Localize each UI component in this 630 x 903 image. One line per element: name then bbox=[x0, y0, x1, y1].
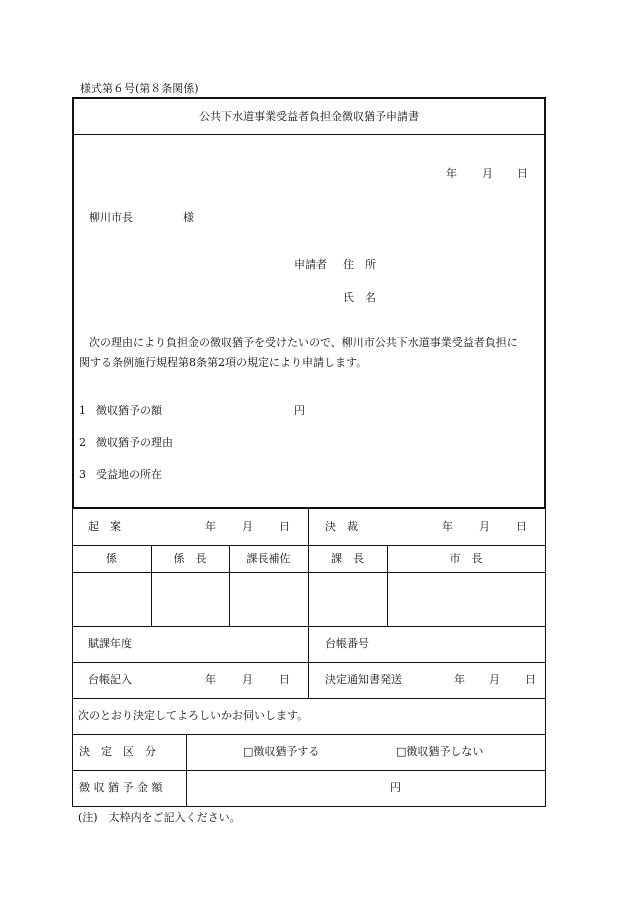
notice-sent-month: 月 bbox=[489, 673, 500, 686]
item-number: 3 bbox=[79, 468, 86, 481]
notice-sent-year: 年 bbox=[454, 673, 465, 686]
form-title: 公共下水道事業受益者負担金徴収猶予申請書 bbox=[199, 110, 419, 123]
item-number: 2 bbox=[79, 436, 86, 449]
item-number: 1 bbox=[79, 404, 86, 417]
ledger-entry-day: 日 bbox=[279, 673, 290, 686]
decision-month: 月 bbox=[479, 520, 490, 533]
stamp-header-mayor: 市 長 bbox=[449, 552, 483, 565]
item-label-land-location: 受益地の所在 bbox=[96, 468, 162, 481]
honorific: 様 bbox=[183, 211, 194, 224]
decision-category-label: 決 定 区 分 bbox=[79, 745, 156, 758]
title-divider bbox=[73, 134, 545, 135]
item-label-deferral-reason: 徴収猶予の理由 bbox=[96, 436, 173, 449]
decision-day: 日 bbox=[516, 520, 527, 533]
option-deny-deferral: □徴収猶予しない bbox=[396, 745, 484, 758]
footnote: (注) 太枠内をご記入ください。 bbox=[78, 811, 241, 824]
name-label: 氏 名 bbox=[343, 291, 376, 304]
ledger-number-label: 台帳番号 bbox=[325, 637, 369, 650]
tax-year-label: 賦課年度 bbox=[88, 637, 132, 650]
draft-day: 日 bbox=[279, 520, 290, 533]
date-day: 日 bbox=[517, 167, 528, 180]
decision-year: 年 bbox=[442, 520, 453, 533]
body-text-line2: 関する条例施行規程第8条第2項の規定により申請します。 bbox=[79, 356, 368, 369]
form-number: 様式第６号(第８条関係) bbox=[80, 82, 199, 95]
draft-label: 起 案 bbox=[88, 520, 121, 533]
deferral-amount-unit: 円 bbox=[390, 781, 401, 794]
ledger-entry-month: 月 bbox=[242, 673, 253, 686]
date-month: 月 bbox=[482, 167, 493, 180]
draft-year: 年 bbox=[205, 520, 216, 533]
ledger-entry-year: 年 bbox=[205, 673, 216, 686]
stamp-header-staff: 係 bbox=[106, 552, 117, 565]
deferral-amount-label: 徴 収 猶 予 金 額 bbox=[79, 781, 163, 794]
item-label-deferral-amount: 徴収猶予の額 bbox=[96, 404, 162, 417]
draft-month: 月 bbox=[242, 520, 253, 533]
date-year: 年 bbox=[446, 167, 457, 180]
item-unit-yen: 円 bbox=[294, 404, 305, 417]
decision-label: 決 裁 bbox=[325, 520, 358, 533]
notice-sent-label: 決定通知書発送 bbox=[325, 673, 402, 686]
addressee: 柳川市長 bbox=[89, 211, 133, 224]
applicant-label: 申請者 bbox=[294, 258, 327, 271]
stamp-header-assistant-manager: 課長補佐 bbox=[246, 552, 291, 565]
notice-sent-day: 日 bbox=[525, 673, 536, 686]
ledger-entry-label: 台帳記入 bbox=[88, 673, 132, 686]
stamp-header-chief: 係 長 bbox=[173, 552, 207, 565]
option-grant-deferral: □徴収猶予する bbox=[243, 745, 320, 758]
request-text: 次のとおり決定してよろしいかお伺いします。 bbox=[78, 709, 309, 722]
body-text-line1: 次の理由により負担金の徴収猶予を受けたいので、柳川市公共下水道事業受益者負担に bbox=[89, 336, 518, 349]
address-label: 住 所 bbox=[343, 258, 376, 271]
stamp-header-section-manager: 課 長 bbox=[331, 552, 364, 565]
